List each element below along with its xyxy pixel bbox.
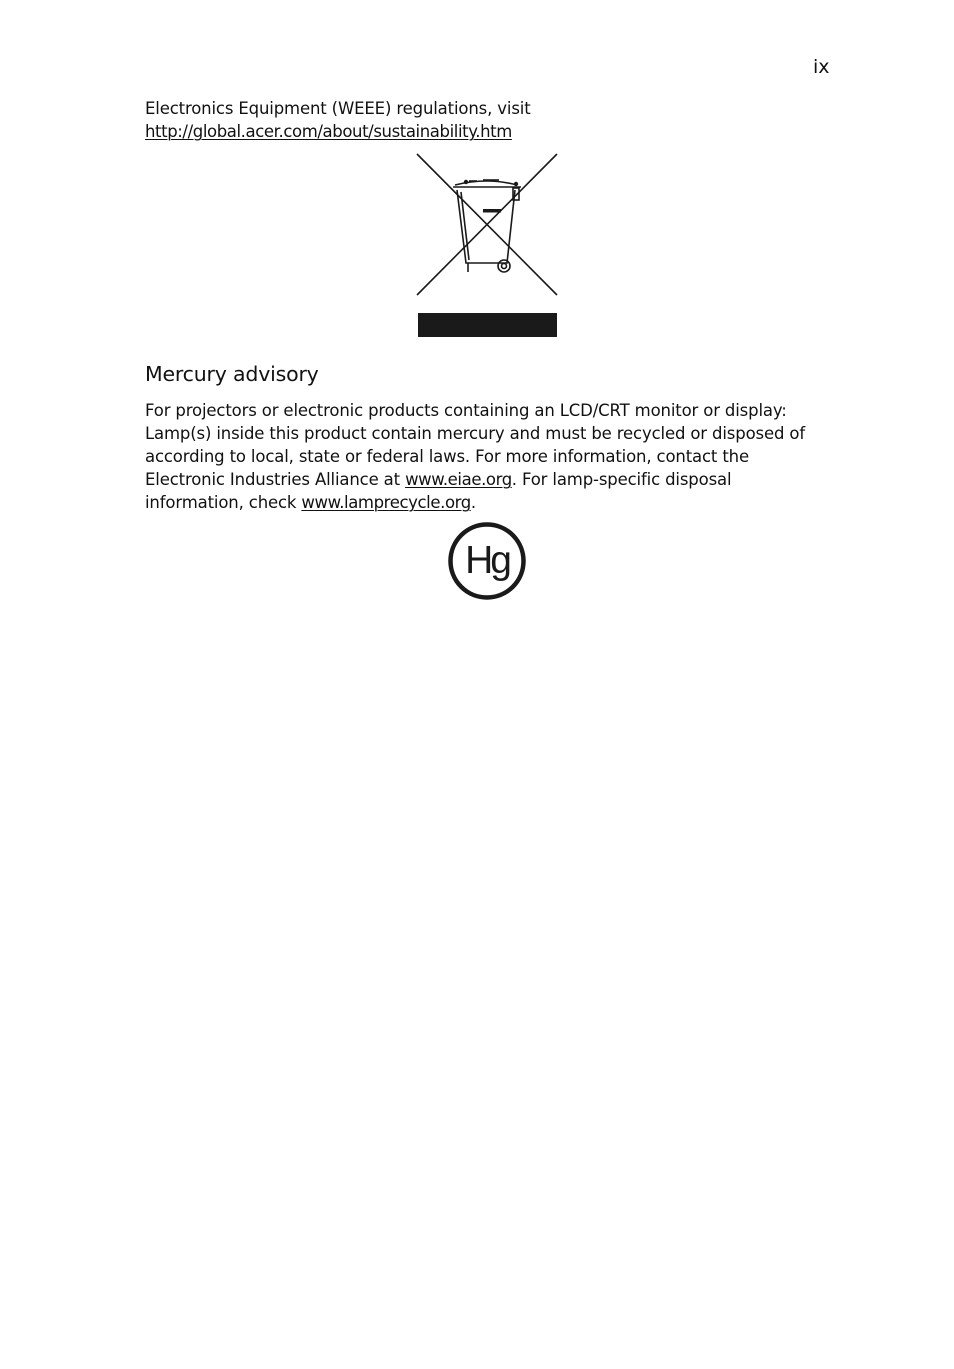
weee-intro bbox=[145, 97, 845, 143]
sustainability-link[interactable]: http://global.acer.com/about/sustainability.htm bbox=[145, 122, 512, 141]
mercury-line-5-suffix: . bbox=[470, 493, 476, 512]
weee-intro-text: Electronics Equipment (WEEE) regulations, visit bbox=[145, 99, 531, 118]
mercury-line-4-prefix: Electronic Industries Alliance at bbox=[145, 470, 406, 489]
mercury-line-5 bbox=[145, 491, 865, 514]
mercury-line-4 bbox=[145, 468, 865, 491]
page-number: ix bbox=[813, 56, 830, 78]
lamprecycle-link[interactable]: www.lamprecycle.org bbox=[301, 493, 471, 512]
mercury-advisory-paragraph bbox=[145, 399, 865, 514]
mercury-advisory-heading: Mercury advisory bbox=[145, 362, 319, 386]
hg-symbol-text: Hg bbox=[465, 539, 509, 582]
eia-link[interactable]: www.eiae.org bbox=[405, 470, 512, 489]
crossed-out-wheelie-bin-icon bbox=[413, 150, 561, 340]
mercury-line-4-suffix: . For lamp-specific disposal bbox=[511, 470, 732, 489]
mercury-line-2: Lamp(s) inside this product contain mercury and must be recycled or disposed of bbox=[145, 424, 805, 443]
mercury-line-1: For projectors or electronic products containing an LCD/CRT monitor or display: bbox=[145, 401, 787, 420]
mercury-line-5-prefix: information, check bbox=[145, 493, 302, 512]
mercury-hg-icon bbox=[446, 520, 528, 602]
mercury-line-3: according to local, state or federal laws. For more information, contact the bbox=[145, 447, 749, 466]
